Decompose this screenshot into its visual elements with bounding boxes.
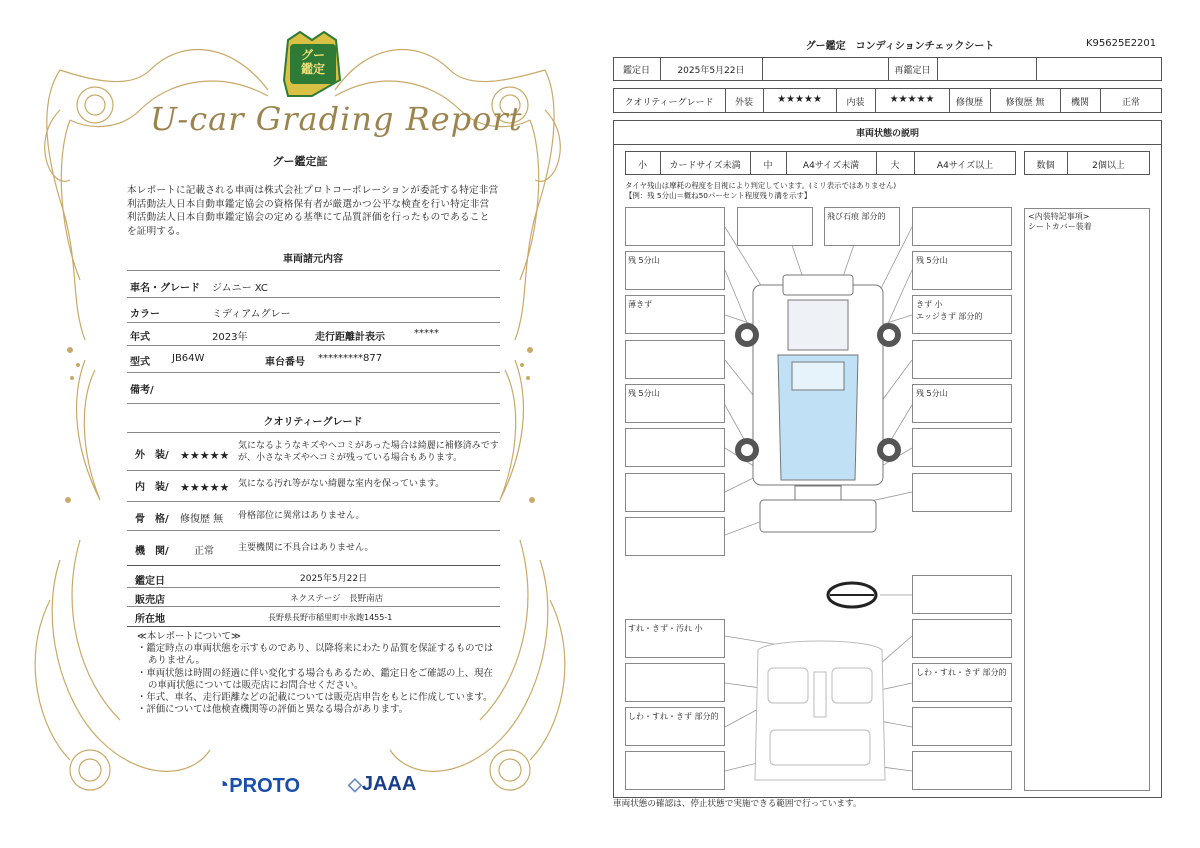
interior-label: 内 装/: [135, 482, 169, 493]
mileage-value: *****: [414, 328, 439, 339]
legend-large-desc: A4サイズ以上: [936, 161, 994, 171]
year-label: 年式: [130, 332, 150, 343]
proto-mark-icon: ◔: [216, 772, 230, 797]
mark-box: [737, 207, 813, 246]
legend-count: 数個: [1036, 161, 1055, 171]
frame-value: 修復歴 無: [180, 514, 224, 525]
proto-logo-text: PROTO: [229, 775, 301, 797]
mark-top-right: 飛び石痕 部分的: [827, 212, 886, 221]
note-item: ・鑑定時点の車両状態を示すものであり、以降将来にわたり品質を保証するものではありません。: [137, 643, 494, 667]
mark-interior-right-1: しわ・すれ・きず 部分的: [916, 668, 1007, 677]
quality-section-title: クオリティーグレード: [263, 417, 363, 428]
sheet-title: グー鑑定 コンディションチェックシート: [805, 41, 995, 52]
year-value: 2023年: [212, 332, 248, 343]
mileage-label: 走行距離計表示: [315, 332, 385, 343]
date-value: 2025年5月22日: [677, 66, 745, 76]
legend-mid-desc: A4サイズ未満: [802, 161, 860, 171]
tire-note-1: タイヤ残山は摩耗の程度を目視により判定しています。(ミリ表示ではありません): [625, 181, 897, 190]
interior-desc: 気になる汚れ等がない綺麗な室内を保っています。: [238, 479, 445, 489]
mark-right-scratch-1: きず 小: [916, 300, 943, 309]
jaaa-mark-icon: ◇: [348, 774, 362, 794]
shop-value: ネクステージ 長野南店: [290, 594, 384, 604]
engine-value: 正常: [194, 546, 214, 557]
sheet-id: K95625E2201: [1086, 38, 1157, 49]
car-name-label: 車名・グレード: [130, 283, 200, 294]
int-label: 内装: [846, 98, 865, 108]
repair-label: 修復歴: [955, 98, 983, 108]
certificate-body: 本レポートに記載される車両は株式会社プロトコーポレーションが委託する特定非営利活動法人日本自動車鑑定協会の資格保有者が厳選かつ公平な検査を行い特定非営利活動法人日本自動車鑑定協会の定める基準にて品質評価を行ったものであることを証明する。: [127, 185, 499, 237]
remarks-label: 備考/: [130, 385, 154, 396]
mark-box: [912, 207, 1012, 246]
report-script-title: U-car Grading Report: [150, 100, 523, 138]
certificate-title: グー鑑定証: [272, 155, 328, 168]
mark-box: [625, 473, 725, 512]
frame-label: 骨 格/: [135, 514, 169, 525]
exterior-desc: 気になるようなキズやヘコミがあった場合は綺麗に補修済みですが、小さなキズやヘコミが残っている場合もあります。: [238, 441, 499, 463]
mark-box: [625, 751, 725, 790]
chassis-label: 車台番号: [265, 357, 305, 368]
jaaa-logo-text: JAAA: [361, 773, 417, 795]
legend-small-desc: カードサイズ未満: [669, 161, 741, 171]
mark-box: [912, 340, 1012, 379]
mark-box: [912, 751, 1012, 790]
exterior-label: 外 装/: [135, 450, 169, 461]
mark-right-scratch-2: エッジきず 部分的: [916, 312, 983, 321]
frame-desc: 骨格部位に異常はありません。: [238, 511, 365, 521]
engine-label: 機関: [1070, 98, 1089, 108]
shop-label: 販売店: [135, 595, 165, 606]
mark-left-tire-rear: 残 5分山: [628, 389, 660, 398]
section-title: 車両状態の説明: [855, 129, 919, 139]
note-item: ・評価については他検査機関等の評価と異なる場合があります。: [137, 704, 408, 716]
mark-left-scratch: 薄きず: [628, 300, 652, 309]
appraisal-date-label: 鑑定日: [135, 576, 165, 587]
legend-count-desc: 2個以上: [1092, 161, 1125, 171]
chassis-value: *********877: [318, 353, 383, 364]
model-value: JB64W: [172, 353, 205, 364]
exterior-stars: ★★★★★: [180, 449, 230, 462]
mark-right-tire-rear: 残 5分山: [916, 389, 948, 398]
color-label: カラー: [130, 309, 160, 320]
special-notes-title: <内装特記事項>: [1028, 212, 1090, 221]
reappraisal-label: 再鑑定日: [894, 66, 931, 76]
address-label: 所在地: [135, 614, 165, 625]
appraisal-date-value: 2025年5月22日: [300, 574, 368, 584]
spec-section-title: 車両諸元内容: [283, 254, 343, 265]
mark-box: [912, 428, 1012, 467]
mark-right-tire-front: 残 5分山: [916, 256, 948, 265]
goo-badge-label: グー 鑑定: [300, 48, 325, 76]
legend-mid: 中: [763, 161, 773, 171]
note-item: ・車両状態は時間の経過に伴い変化する場合もあるため、鑑定日をご確認の上、現在の車両状態については販売店にお問合せください。: [137, 667, 493, 691]
mark-box: [625, 340, 725, 379]
mark-left-tire-front: 残 5分山: [628, 256, 660, 265]
engine-label: 機 関/: [135, 546, 169, 557]
legend-large: 大: [890, 161, 900, 171]
engine-value: 正常: [1121, 98, 1140, 108]
car-name-value: ジムニー XC: [212, 283, 268, 294]
mark-box: [912, 707, 1012, 746]
address-value: 長野県長野市稲里町中氷鉋1455-1: [268, 613, 393, 622]
engine-desc: 主要機関に不具合はありません。: [238, 543, 374, 553]
note-item: ・年式、車名、走行距離などの記載については販売店申告をもとに作成しています。: [137, 692, 493, 704]
legend-small: 小: [637, 161, 647, 171]
special-notes-body: シートカバー装着: [1028, 222, 1092, 231]
report-notes: [137, 631, 502, 716]
condition-check-sheet: [600, 0, 1200, 848]
grade-label: クオリティーグレード: [624, 98, 714, 108]
tire-note-2: 【例：残 5分山＝概ね50パーセント程度残り溝を示す】: [625, 191, 812, 200]
mark-box: [912, 575, 1012, 614]
notes-title: ≪本レポートについて≫: [137, 631, 241, 642]
mark-box: [625, 517, 725, 556]
steering-wheel-icon: [828, 583, 876, 607]
mark-box: [912, 619, 1012, 658]
mark-interior-left-1: すれ・きず・汚れ 小: [628, 624, 703, 633]
ext-label: 外装: [734, 98, 753, 108]
mark-box: [625, 207, 725, 246]
mark-interior-left-2: しわ・すれ・きず 部分的: [628, 712, 719, 721]
color-value: ミディアムグレー: [212, 309, 291, 320]
interior-stars: ★★★★★: [180, 481, 230, 494]
repair-value: 修復歴 無: [1005, 98, 1045, 108]
jaaa-logo: [348, 773, 416, 796]
mark-box: [625, 428, 725, 467]
mark-box: [912, 473, 1012, 512]
proto-logo: [216, 772, 300, 798]
model-label: 型式: [130, 357, 150, 368]
ext-stars: ★★★★★: [777, 94, 822, 105]
int-stars: ★★★★★: [889, 94, 935, 105]
date-label: 鑑定日: [622, 66, 650, 76]
sheet-footer: 車両状態の確認は、停止状態で実施できる範囲で行っています。: [613, 799, 862, 809]
mark-box: [625, 663, 725, 702]
